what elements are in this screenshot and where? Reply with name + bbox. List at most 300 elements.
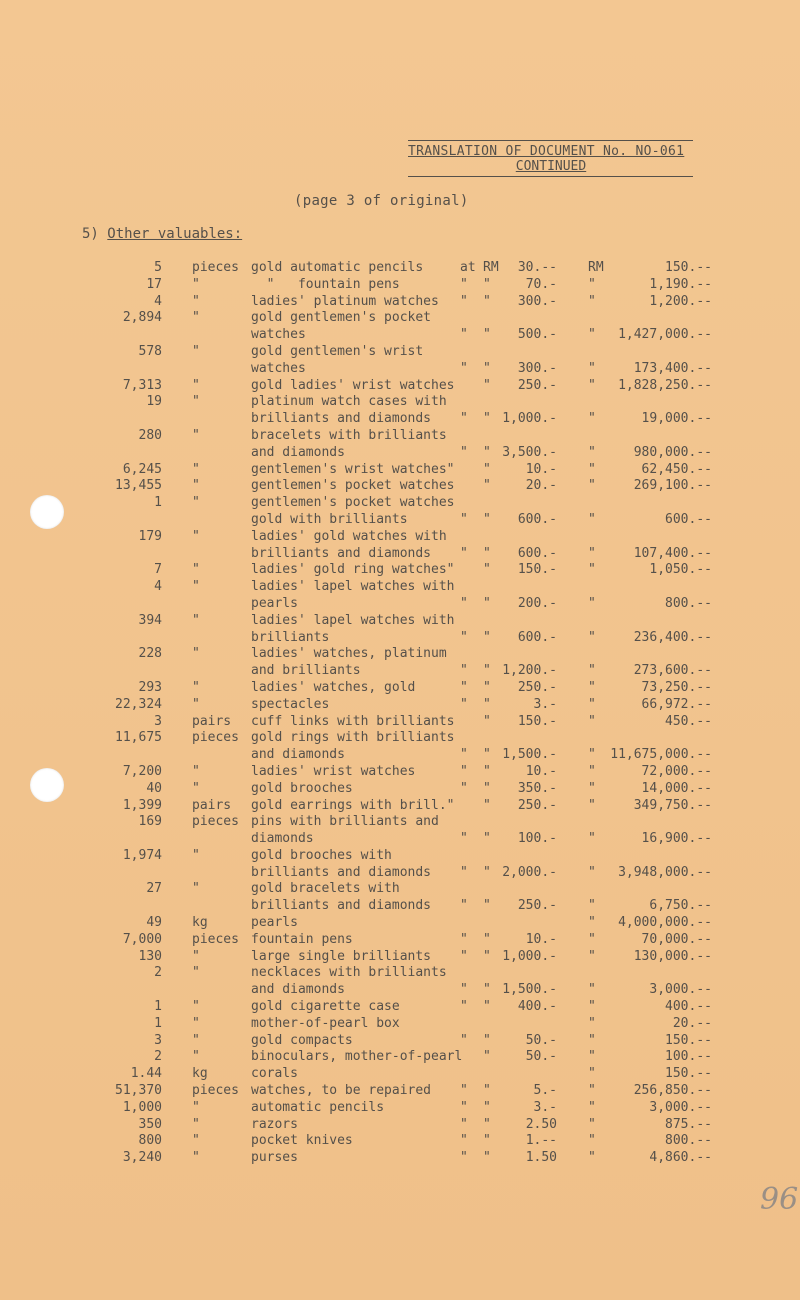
row-ditto: " [460,293,468,309]
table-row [0,277,800,294]
row-unit: " [192,646,200,662]
row-unit-price: 30.-- [517,260,557,275]
row-description: " fountain pens [251,276,400,292]
row-description: gold brooches with [251,847,392,863]
row-unit-price: 3,500.- [502,444,557,460]
row-ditto: " [483,898,491,914]
row-ditto: " [483,780,491,796]
row-ditto: " [483,1099,491,1115]
row-unit-price: 350.- [517,780,557,796]
row-total: 3,000.-- [649,1099,712,1115]
row-unit: " [192,948,200,964]
row-ditto: " [588,411,596,427]
row-description: and diamonds [251,982,345,998]
row-unit-price: 50.- [525,1049,557,1065]
row-description: and brilliants [251,663,361,679]
table-row [0,932,800,949]
row-unit: " [192,562,200,578]
row-ditto: " [483,411,491,427]
row-ditto: " [460,831,468,847]
row-ditto: " [460,679,468,695]
row-total: 173,400.-- [633,360,712,376]
row-description: gentlemen's pocket watches [251,495,455,511]
row-quantity: 19 [146,394,162,410]
table-row [0,596,800,613]
row-description: brilliants [251,629,330,645]
row-quantity: 17 [146,276,162,292]
row-quantity: 1,974 [122,847,162,863]
row-description: bracelets with brilliants [251,427,447,443]
row-quantity: 578 [138,343,162,359]
row-ditto: " [483,747,491,763]
row-unit: " [192,427,200,443]
row-ditto: " [588,1049,596,1065]
row-ditto: " [588,948,596,964]
table-row [0,680,800,697]
row-unit: " [192,780,200,796]
table-row [0,798,800,815]
row-description: platinum watch cases with [251,394,447,410]
row-ditto: " [588,562,596,578]
row-unit: " [192,999,200,1015]
row-ditto: " [460,1083,468,1099]
row-quantity: 179 [138,528,162,544]
row-quantity: 40 [146,780,162,796]
row-unit: " [192,696,200,712]
row-total: 1,190.-- [649,276,712,292]
row-ditto: RM [483,260,499,275]
table-row [0,781,800,798]
row-unit: pieces [192,260,239,275]
row-quantity: 1 [154,999,162,1015]
row-ditto: at [460,260,476,275]
row-ditto: " [460,1133,468,1149]
row-quantity: 394 [138,612,162,628]
section-number: 5) [82,226,99,242]
row-description: gold gentlemen's wrist [251,343,424,359]
row-unit: " [192,1150,200,1166]
row-ditto: " [483,763,491,779]
document-header [408,140,693,177]
table-row [0,294,800,311]
row-quantity: 27 [146,881,162,897]
header-title: TRANSLATION OF DOCUMENT No. NO-061 [408,144,685,159]
table-row [0,579,800,596]
row-description: gold automatic pencils [251,260,424,275]
row-ditto: " [483,663,491,679]
row-ditto: " [588,1032,596,1048]
row-unit-price: 600.- [517,629,557,645]
row-ditto: " [588,629,596,645]
row-unit: " [192,1133,200,1149]
row-ditto: " [483,276,491,292]
table-row [0,1083,800,1100]
row-quantity: 6,245 [122,461,162,477]
row-ditto: " [460,360,468,376]
row-quantity: 51,370 [115,1083,162,1099]
row-unit-price: 2.50 [525,1116,557,1132]
row-ditto: " [460,780,468,796]
table-row [0,462,800,479]
row-unit-price: 250.- [517,797,557,813]
row-total: 1,200.-- [649,293,712,309]
row-quantity: 1,000 [122,1099,162,1115]
row-ditto: " [483,562,491,578]
row-unit-price: 1,000.- [502,948,557,964]
row-ditto: " [588,478,596,494]
row-quantity: 4 [154,579,162,595]
row-unit: " [192,343,200,359]
row-ditto: " [483,999,491,1015]
row-description: large single brilliants [251,948,432,964]
row-description: gold brooches [251,780,353,796]
table-row [0,327,800,344]
row-unit-price: 1.-- [525,1133,557,1149]
row-ditto: " [460,1099,468,1115]
row-ditto: " [460,511,468,527]
row-unit: " [192,528,200,544]
row-total: 150.-- [665,260,712,275]
row-unit: " [192,377,200,393]
row-ditto: " [460,747,468,763]
row-total: 16,900.-- [641,831,712,847]
row-total: 1,427,000.-- [618,327,712,343]
row-quantity: 7,313 [122,377,162,393]
row-unit-price: 300.- [517,360,557,376]
row-total: 11,675,000.-- [610,747,712,763]
row-unit: " [192,847,200,863]
table-row [0,1133,800,1150]
row-ditto: " [483,545,491,561]
table-row [0,881,800,898]
row-total: 70,000.-- [641,931,712,947]
row-unit-price: 200.- [517,595,557,611]
row-quantity: 2 [154,965,162,981]
row-ditto: " [483,444,491,460]
row-ditto: " [483,461,491,477]
row-ditto: " [483,595,491,611]
table-row [0,562,800,579]
row-ditto: " [588,696,596,712]
page-number: 96 [760,1182,799,1217]
row-quantity: 7 [154,562,162,578]
row-description: ladies' watches, gold [251,679,416,695]
table-row [0,1100,800,1117]
row-ditto: " [483,377,491,393]
row-unit-price: 70.- [525,276,557,292]
row-unit: " [192,1015,200,1031]
row-ditto: " [588,327,596,343]
row-quantity: 169 [138,814,162,830]
row-unit: pieces [192,1083,239,1099]
row-ditto: " [460,696,468,712]
row-ditto: " [460,1032,468,1048]
row-description: and diamonds [251,747,345,763]
row-unit: " [192,1049,200,1065]
row-ditto: " [588,1116,596,1132]
row-description: brilliants and diamonds [251,545,432,561]
row-description: brilliants and diamonds [251,898,432,914]
row-ditto: " [483,629,491,645]
table-row [0,260,800,277]
row-unit-price: 10.- [525,931,557,947]
row-total: 73,250.-- [641,679,712,695]
row-unit-price: 150.- [517,713,557,729]
table-row [0,1016,800,1033]
row-unit-price: 300.- [517,293,557,309]
row-description: mother-of-pearl box [251,1015,400,1031]
table-row [0,831,800,848]
table-row [0,714,800,731]
row-total: 600.-- [665,511,712,527]
row-ditto: " [483,982,491,998]
row-ditto: " [588,780,596,796]
row-description: cuff links with brilliants [251,713,455,729]
table-row [0,865,800,882]
row-total: 800.-- [665,595,712,611]
row-unit-price: 100.- [517,831,557,847]
row-description: ladies' lapel watches with [251,579,455,595]
row-ditto: " [588,999,596,1015]
table-row [0,915,800,932]
row-description: gold rings with brilliants [251,730,455,746]
row-description: gold earrings with brill." [251,797,455,813]
row-ditto: " [588,1150,596,1166]
row-ditto: " [483,1116,491,1132]
row-unit-price: 1,000.- [502,411,557,427]
row-total: 150.-- [665,1066,712,1082]
row-quantity: 350 [138,1116,162,1132]
row-description: ladies' gold watches with [251,528,447,544]
table-row [0,310,800,327]
row-ditto: " [460,327,468,343]
row-ditto: " [588,864,596,880]
row-total: 130,000.-- [633,948,712,964]
row-unit: " [192,394,200,410]
row-description: pearls [251,595,298,611]
table-row [0,1049,800,1066]
row-quantity: 1.44 [130,1066,162,1082]
header-rule [408,140,693,141]
row-quantity: 3 [154,1032,162,1048]
row-description: purses [251,1150,298,1166]
row-unit: " [192,461,200,477]
row-total: 6,750.-- [649,898,712,914]
row-total: 107,400.-- [633,545,712,561]
table-row [0,378,800,395]
table-row [0,898,800,915]
row-description: ladies' lapel watches with [251,612,455,628]
row-unit: " [192,612,200,628]
row-unit: pieces [192,814,239,830]
row-description: automatic pencils [251,1099,385,1115]
table-row [0,1033,800,1050]
table-row [0,949,800,966]
row-ditto: " [460,898,468,914]
row-ditto: " [460,411,468,427]
row-unit-price: 1,200.- [502,663,557,679]
row-description: gold ladies' wrist watches [251,377,455,393]
row-description: watches, to be repaired [251,1083,432,1099]
row-ditto: " [483,511,491,527]
table-row [0,848,800,865]
row-unit: " [192,276,200,292]
row-quantity: 800 [138,1133,162,1149]
row-ditto: " [588,663,596,679]
row-quantity: 1 [154,495,162,511]
row-unit-price: 500.- [517,327,557,343]
row-unit: " [192,478,200,494]
row-ditto: " [588,360,596,376]
row-total: 1,050.-- [649,562,712,578]
row-description: spectacles [251,696,330,712]
row-quantity: 293 [138,679,162,695]
row-total: 3,000.-- [649,982,712,998]
row-description: gold cigarette case [251,999,400,1015]
row-total: 66,972.-- [641,696,712,712]
row-ditto: " [588,1015,596,1031]
row-quantity: 280 [138,427,162,443]
row-description: ladies' gold ring watches" [251,562,455,578]
row-ditto: " [460,999,468,1015]
row-ditto: " [460,763,468,779]
row-quantity: 5 [154,260,162,275]
row-unit-price: 3.- [533,1099,557,1115]
row-description: ladies' wrist watches [251,763,416,779]
table-row [0,411,800,428]
row-unit-price: 600.- [517,545,557,561]
row-unit-price: 400.- [517,999,557,1015]
row-unit-price: 2,000.- [502,864,557,880]
table-row [0,646,800,663]
row-ditto: " [588,1099,596,1115]
table-row [0,697,800,714]
row-ditto: " [460,864,468,880]
row-total: 19,000.-- [641,411,712,427]
row-ditto: " [483,864,491,880]
row-ditto: " [588,1066,596,1082]
row-unit: " [192,579,200,595]
row-description: diamonds [251,831,314,847]
row-quantity: 22,324 [115,696,162,712]
row-ditto: " [588,915,596,931]
row-quantity: 2 [154,1049,162,1065]
row-ditto: RM [588,260,604,275]
row-description: gold with brilliants [251,511,408,527]
row-ditto: " [483,478,491,494]
table-row [0,965,800,982]
row-quantity: 1 [154,1015,162,1031]
table-row [0,428,800,445]
row-unit-price: 250.- [517,679,557,695]
row-ditto: " [460,931,468,947]
row-unit: " [192,293,200,309]
row-ditto: " [460,1150,468,1166]
row-total: 1,828,250.-- [618,377,712,393]
row-quantity: 228 [138,646,162,662]
row-ditto: " [483,797,491,813]
table-row [0,747,800,764]
table-row [0,445,800,462]
row-description: pocket knives [251,1133,353,1149]
row-description: gold compacts [251,1032,353,1048]
row-ditto: " [483,1049,491,1065]
row-unit: pairs [192,797,232,813]
row-ditto: " [588,931,596,947]
row-unit: pieces [192,931,239,947]
row-ditto: " [483,1032,491,1048]
table-row [0,814,800,831]
row-ditto: " [588,679,596,695]
row-ditto: " [460,663,468,679]
row-ditto: " [460,1116,468,1132]
row-ditto: " [588,444,596,460]
table-row [0,495,800,512]
row-ditto: " [483,1150,491,1166]
row-quantity: 13,455 [115,478,162,494]
table-row [0,1117,800,1134]
row-unit-price: 5.- [533,1083,557,1099]
row-total: 4,000,000.-- [618,915,712,931]
row-ditto: " [483,696,491,712]
row-description: ladies' watches, platinum [251,646,447,662]
row-ditto: " [460,276,468,292]
row-total: 269,100.-- [633,478,712,494]
row-unit-price: 3.- [533,696,557,712]
table-row [0,361,800,378]
page-reference: (page 3 of original) [294,193,469,209]
row-ditto: " [588,595,596,611]
row-description: brilliants and diamonds [251,411,432,427]
row-ditto: " [460,545,468,561]
row-description: pearls [251,915,298,931]
table-row [0,394,800,411]
row-total: 980,000.-- [633,444,712,460]
row-description: ladies' platinum watches [251,293,439,309]
row-ditto: " [588,898,596,914]
row-description: binoculars, mother-of-pearl [251,1049,463,1065]
table-row [0,344,800,361]
row-total: 450.-- [665,713,712,729]
row-description: brilliants and diamonds [251,864,432,880]
row-unit-price: 50.- [525,1032,557,1048]
table-row [0,546,800,563]
row-ditto: " [588,511,596,527]
row-quantity: 4 [154,293,162,309]
row-description: corals [251,1066,298,1082]
row-ditto: " [460,629,468,645]
table-row [0,529,800,546]
row-ditto: " [483,360,491,376]
row-total: 273,600.-- [633,663,712,679]
table-row [0,982,800,999]
row-unit: " [192,1116,200,1132]
row-ditto: " [460,444,468,460]
row-description: pins with brilliants and [251,814,439,830]
row-total: 400.-- [665,999,712,1015]
row-unit-price: 600.- [517,511,557,527]
row-total: 150.-- [665,1032,712,1048]
row-ditto: " [588,1083,596,1099]
row-total: 236,400.-- [633,629,712,645]
row-unit: " [192,1099,200,1115]
table-row [0,512,800,529]
row-ditto: " [483,948,491,964]
row-ditto: " [588,831,596,847]
row-ditto: " [460,948,468,964]
row-quantity: 2,894 [122,310,162,326]
header-subtitle: CONTINUED [515,159,587,174]
